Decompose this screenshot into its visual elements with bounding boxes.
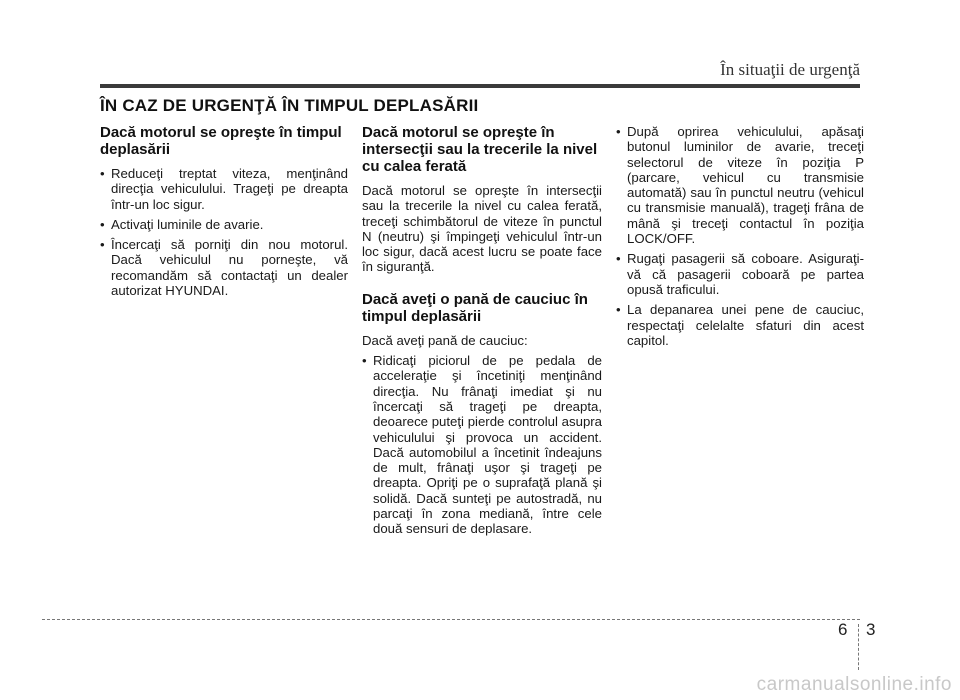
column-1 xyxy=(100,124,348,303)
bullet-icon: • xyxy=(100,237,105,253)
engine-stall-heading: Dacă motorul se opreşte în timpul deplasării xyxy=(100,124,342,158)
bullet-icon: • xyxy=(100,216,105,232)
section-title: ÎN CAZ DE URGENŢĂ ÎN TIMPUL DEPLASĂRII xyxy=(100,96,479,115)
flat-tire-list xyxy=(362,353,602,537)
list-item xyxy=(362,353,602,537)
watermark: carmanualsonline.info xyxy=(756,674,952,695)
list-item-text: Ridicaţi piciorul de pe pedala de acceleraţie şi încetiniţi menţinând direcţia. Nu frânaţi imediat şi nu încercaţi să trageţi pe dreapta, deoarece puteţi pierde controlul asupra vehiculului şi provoca un accident. Dacă automobilul a încetinit îndeajuns de mult, frânaţi uşor şi trageţi pe dreapta. Opriţi pe o suprafaţă plană şi solidă. Dacă sunteţi pe autostradă, nu parcaţi în zona mediană, între cele două sensuri de deplasare. xyxy=(373,353,602,537)
page-number: 3 xyxy=(866,620,876,639)
chapter-number: 6 xyxy=(838,620,848,639)
running-header: În situaţii de urgenţă xyxy=(720,60,860,79)
intersection-stall-heading: Dacă motorul se opreşte în intersecţii sau la trecerile la nivel cu calea ferată xyxy=(362,124,598,175)
list-item xyxy=(616,124,864,246)
list-item-text: Activaţi luminile de avarie. xyxy=(111,216,264,232)
intersection-stall-paragraph: Dacă motorul se opreşte în intersecţii sau la trecerile la nivel cu calea ferată, treceţi schimbătorul de viteze în punctul N (neutru) şi împingeţi vehiculul într-un loc sigur, dacă acest lucru se poate face în siguranţă. xyxy=(362,183,602,275)
bullet-icon: • xyxy=(616,302,621,318)
list-item xyxy=(100,217,348,232)
list-item xyxy=(616,251,864,297)
list-item xyxy=(616,302,864,348)
bullet-icon: • xyxy=(100,166,105,181)
column-3 xyxy=(616,124,864,353)
column-2 xyxy=(362,124,602,542)
bullet-icon: • xyxy=(616,124,621,139)
list-item-text: Rugaţi pasagerii să coboare. Asiguraţi-vă că pasagerii coboară pe partea opusă traficului. xyxy=(627,251,864,297)
flat-tire-heading: Dacă aveţi o pană de cauciuc în timpul deplasării xyxy=(362,290,588,325)
header-rule xyxy=(100,84,860,88)
engine-stall-list xyxy=(100,166,348,298)
flat-tire-list-continued xyxy=(616,124,864,348)
list-item xyxy=(100,166,348,212)
footer-divider xyxy=(858,624,859,670)
list-item-text: Reduceţi treptat viteza, menţinând direcţia vehiculului. Trageţi pe dreapta într-un loc sigur. xyxy=(111,166,348,212)
list-item xyxy=(100,237,348,298)
list-item-text: Încercaţi să porniţi din nou motorul. Dacă vehiculul nu porneşte, vă recomandăm să contactaţi un dealer autorizat HYUNDAI. xyxy=(111,237,348,299)
bullet-icon: • xyxy=(616,251,621,267)
footer-rule xyxy=(42,619,860,620)
bullet-icon: • xyxy=(362,353,367,369)
flat-tire-intro: Dacă aveţi pană de cauciuc: xyxy=(362,332,528,348)
list-item-text: La depanarea unei pene de cauciuc, respectaţi celelalte sfaturi din acest capitol. xyxy=(627,302,864,348)
list-item-text: După oprirea vehiculului, apăsaţi butonul luminilor de avarie, treceţi selectorul de viteze în poziţia P (parcare, vehicul cu transmisie automată) sau în punctul neutru (vehicul cu transmisie manuală), trageţi frâna de mână şi treceţi contactul în poziţia LOCK/OFF. xyxy=(627,124,864,247)
